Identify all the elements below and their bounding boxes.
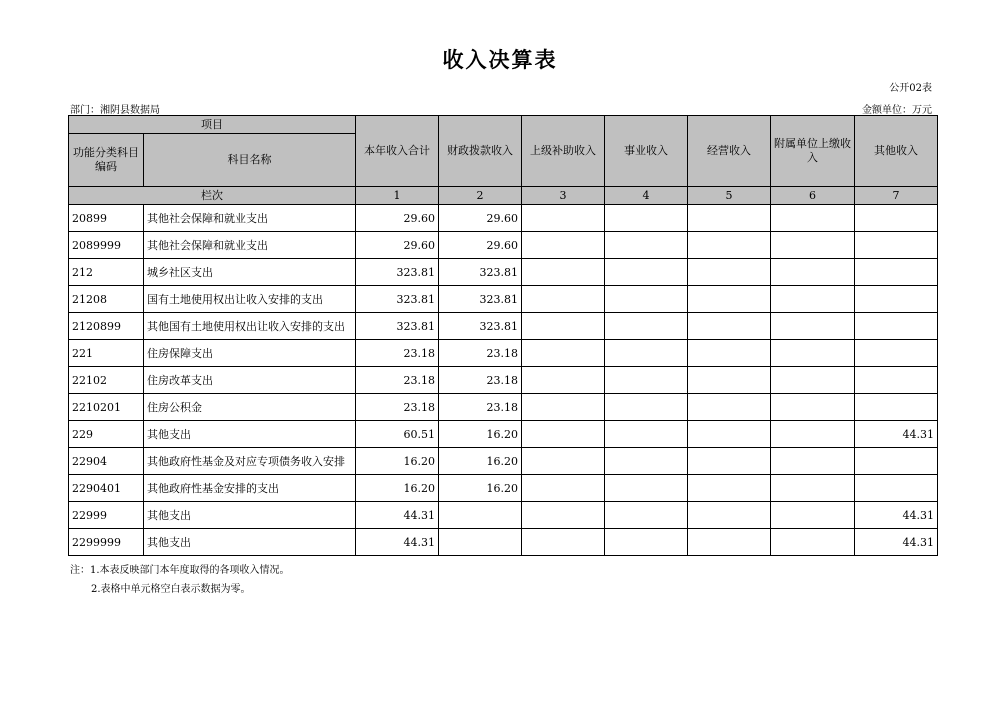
header-col-total: 本年收入合计	[356, 116, 439, 187]
table-row	[69, 475, 938, 502]
row-value-v7	[855, 394, 938, 421]
row-value-v1: 29.60	[356, 232, 439, 259]
row-value-v5	[688, 529, 771, 556]
header-col-superior: 上级补助收入	[522, 116, 605, 187]
row-code: 20899	[69, 205, 144, 232]
row-value-v3	[522, 313, 605, 340]
row-value-v3	[522, 286, 605, 313]
row-value-v5	[688, 502, 771, 529]
row-subject-name: 城乡社区支出	[144, 259, 356, 286]
row-value-v5	[688, 313, 771, 340]
row-value-v7	[855, 367, 938, 394]
row-value-v6	[771, 313, 855, 340]
row-value-v1: 323.81	[356, 259, 439, 286]
header-column-order: 栏次	[69, 187, 356, 205]
table-row	[69, 367, 938, 394]
column-number: 7	[855, 187, 938, 205]
table-row	[69, 529, 938, 556]
notes	[70, 561, 290, 599]
column-number: 5	[688, 187, 771, 205]
row-value-v5	[688, 259, 771, 286]
row-value-v2: 23.18	[439, 394, 522, 421]
row-value-v2	[439, 529, 522, 556]
row-value-v5	[688, 421, 771, 448]
row-value-v2: 23.18	[439, 340, 522, 367]
row-value-v4	[605, 475, 688, 502]
row-value-v3	[522, 529, 605, 556]
amount-unit-label: 金额单位：万元	[862, 105, 932, 116]
row-subject-name: 其他政府性基金及对应专项债务收入安排	[144, 448, 356, 475]
row-code: 2120899	[69, 313, 144, 340]
column-number: 3	[522, 187, 605, 205]
row-value-v3	[522, 448, 605, 475]
row-value-v2: 16.20	[439, 475, 522, 502]
row-value-v6	[771, 205, 855, 232]
row-value-v4	[605, 232, 688, 259]
row-code: 22904	[69, 448, 144, 475]
row-value-v1: 23.18	[356, 340, 439, 367]
row-value-v7: 44.31	[855, 421, 938, 448]
note-1: 注：1.本表反映部门本年度取得的各项收入情况。	[70, 565, 290, 576]
row-value-v2: 323.81	[439, 286, 522, 313]
row-value-v4	[605, 259, 688, 286]
row-value-v7	[855, 286, 938, 313]
row-value-v3	[522, 205, 605, 232]
row-code: 2299999	[69, 529, 144, 556]
row-value-v4	[605, 421, 688, 448]
table-row	[69, 340, 938, 367]
row-value-v3	[522, 340, 605, 367]
row-value-v1: 323.81	[356, 313, 439, 340]
row-value-v1: 60.51	[356, 421, 439, 448]
row-value-v3	[522, 232, 605, 259]
row-code: 2210201	[69, 394, 144, 421]
row-value-v1: 44.31	[356, 502, 439, 529]
row-value-v6	[771, 502, 855, 529]
row-value-v6	[771, 259, 855, 286]
row-value-v7	[855, 448, 938, 475]
row-value-v7	[855, 232, 938, 259]
row-subject-name: 其他社会保障和就业支出	[144, 232, 356, 259]
row-value-v3	[522, 259, 605, 286]
row-code: 22102	[69, 367, 144, 394]
row-value-v6	[771, 448, 855, 475]
row-subject-name: 住房公积金	[144, 394, 356, 421]
row-value-v5	[688, 367, 771, 394]
row-value-v3	[522, 367, 605, 394]
row-value-v5	[688, 286, 771, 313]
row-value-v3	[522, 421, 605, 448]
column-number: 4	[605, 187, 688, 205]
row-value-v6	[771, 529, 855, 556]
row-value-v5	[688, 205, 771, 232]
row-subject-name: 其他支出	[144, 502, 356, 529]
row-value-v3	[522, 475, 605, 502]
row-subject-name: 其他社会保障和就业支出	[144, 205, 356, 232]
row-value-v4	[605, 286, 688, 313]
row-subject-name: 其他支出	[144, 421, 356, 448]
column-number: 1	[356, 187, 439, 205]
row-value-v2: 23.18	[439, 367, 522, 394]
table-row	[69, 394, 938, 421]
row-value-v5	[688, 394, 771, 421]
header-col-fiscal: 财政拨款收入	[439, 116, 522, 187]
row-value-v6	[771, 421, 855, 448]
row-value-v4	[605, 394, 688, 421]
header-col-other: 其他收入	[855, 116, 938, 187]
row-code: 229	[69, 421, 144, 448]
row-value-v2: 16.20	[439, 448, 522, 475]
header-subject-name: 科目名称	[144, 134, 356, 187]
row-value-v3	[522, 394, 605, 421]
row-value-v1: 16.20	[356, 448, 439, 475]
table-row	[69, 502, 938, 529]
row-value-v7	[855, 313, 938, 340]
row-code: 212	[69, 259, 144, 286]
row-value-v1: 23.18	[356, 394, 439, 421]
row-value-v1: 16.20	[356, 475, 439, 502]
row-subject-name: 国有土地使用权出让收入安排的支出	[144, 286, 356, 313]
table-row	[69, 313, 938, 340]
row-value-v6	[771, 367, 855, 394]
row-value-v2: 29.60	[439, 205, 522, 232]
row-value-v2	[439, 502, 522, 529]
row-subject-name: 住房保障支出	[144, 340, 356, 367]
row-value-v1: 29.60	[356, 205, 439, 232]
column-number: 2	[439, 187, 522, 205]
header-col-affiliated: 附属单位上缴收入	[771, 116, 855, 187]
row-code: 21208	[69, 286, 144, 313]
row-code: 2089999	[69, 232, 144, 259]
table-row	[69, 259, 938, 286]
header-col-business: 事业收入	[605, 116, 688, 187]
row-value-v6	[771, 286, 855, 313]
row-value-v4	[605, 205, 688, 232]
row-value-v1: 44.31	[356, 529, 439, 556]
row-value-v7	[855, 259, 938, 286]
row-value-v2: 323.81	[439, 259, 522, 286]
row-value-v6	[771, 394, 855, 421]
row-value-v6	[771, 475, 855, 502]
row-value-v7: 44.31	[855, 529, 938, 556]
row-subject-name: 其他政府性基金安排的支出	[144, 475, 356, 502]
income-table	[68, 115, 938, 556]
row-value-v4	[605, 340, 688, 367]
header-project: 项目	[69, 116, 356, 134]
form-code: 公开02表	[889, 83, 932, 94]
table-row	[69, 448, 938, 475]
table-row	[69, 286, 938, 313]
row-value-v4	[605, 529, 688, 556]
row-value-v7	[855, 340, 938, 367]
table-row	[69, 421, 938, 448]
row-value-v2: 29.60	[439, 232, 522, 259]
row-value-v7: 44.31	[855, 502, 938, 529]
row-value-v5	[688, 475, 771, 502]
note-2: 2.表格中单元格空白表示数据为零。	[91, 584, 251, 595]
row-value-v6	[771, 340, 855, 367]
row-subject-name: 其他国有土地使用权出让收入安排的支出	[144, 313, 356, 340]
row-code: 2290401	[69, 475, 144, 502]
row-value-v7	[855, 475, 938, 502]
row-value-v7	[855, 205, 938, 232]
row-subject-name: 其他支出	[144, 529, 356, 556]
table-row	[69, 205, 938, 232]
row-value-v3	[522, 502, 605, 529]
row-value-v4	[605, 313, 688, 340]
table-row	[69, 232, 938, 259]
row-value-v1: 23.18	[356, 367, 439, 394]
row-code: 221	[69, 340, 144, 367]
header-func-code: 功能分类科目编码	[69, 134, 144, 187]
row-value-v5	[688, 340, 771, 367]
row-value-v2: 323.81	[439, 313, 522, 340]
page-title: 收入决算表	[442, 47, 558, 72]
row-value-v6	[771, 232, 855, 259]
row-value-v1: 323.81	[356, 286, 439, 313]
row-value-v4	[605, 502, 688, 529]
column-number: 6	[771, 187, 855, 205]
row-value-v5	[688, 448, 771, 475]
row-value-v4	[605, 367, 688, 394]
row-value-v5	[688, 232, 771, 259]
table-body	[69, 205, 938, 556]
row-value-v2: 16.20	[439, 421, 522, 448]
department-label: 部门：湘阴县数据局	[70, 105, 160, 116]
row-subject-name: 住房改革支出	[144, 367, 356, 394]
row-value-v4	[605, 448, 688, 475]
header-col-operating: 经营收入	[688, 116, 771, 187]
row-code: 22999	[69, 502, 144, 529]
